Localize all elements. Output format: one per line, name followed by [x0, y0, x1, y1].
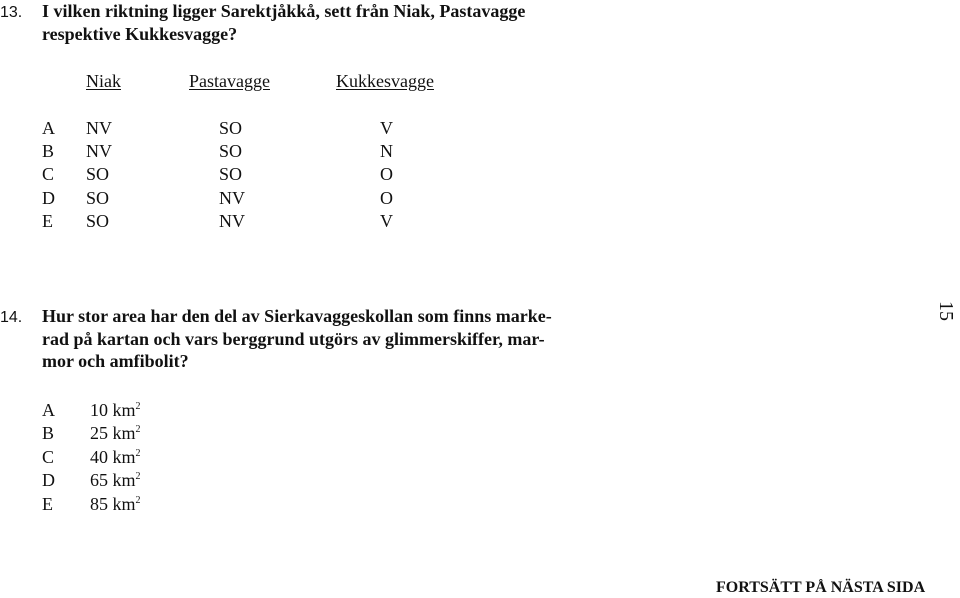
question-13-line-2: respektive Kukkesvagge?: [42, 23, 238, 44]
option-value: 85 $km^2$: [90, 494, 141, 514]
question-13-text: [42, 0, 525, 45]
option-letter: A: [42, 400, 55, 420]
row-letter: D: [42, 188, 55, 208]
table-cell: NV: [219, 211, 245, 231]
table-cell: SO: [86, 188, 110, 208]
row-letter: B: [42, 141, 55, 161]
table-cell: NV: [86, 141, 112, 161]
option-letter: D: [42, 470, 55, 490]
continue-next-page-footer: FORTSÄTT PÅ NÄSTA SIDA: [716, 579, 926, 596]
table-cell: SO: [219, 118, 243, 138]
table-cell: V: [380, 118, 393, 138]
table-cell: SO: [86, 164, 110, 184]
option-value: 25 $km^2$: [90, 423, 141, 443]
question-14-text: [42, 305, 552, 373]
question-14-line-1: Hur stor area har den del av Sierkavaggeskollan som finns marke-: [42, 306, 552, 326]
table-cell: NV: [86, 118, 112, 138]
table-cell: O: [380, 188, 393, 208]
row-letter: E: [42, 211, 53, 231]
column-header-niak: Niak: [86, 71, 121, 91]
column-header-kukkesvagge: Kukkesvagge: [336, 71, 434, 91]
option-letter: E: [42, 494, 53, 514]
table-cell: SO: [86, 211, 110, 231]
table-cell: SO: [219, 164, 243, 184]
table-cell: NV: [219, 188, 245, 208]
row-letter: C: [42, 164, 55, 184]
question-14-line-2: rad på kartan och vars berggrund utgörs av glimmerskiffer, mar-: [42, 328, 545, 349]
question-13-line-1: I vilken riktning ligger Sarektjåkkå, sett från Niak, Pastavagge: [42, 1, 526, 21]
option-value: 40 $km^2$: [90, 447, 141, 467]
table-cell: N: [380, 141, 393, 161]
option-value: 65 $km^2$: [90, 470, 141, 490]
question-13-number: 13.: [0, 4, 23, 21]
table-cell: SO: [219, 141, 243, 161]
option-letter: C: [42, 447, 55, 467]
question-14-number: 14.: [0, 309, 23, 326]
page-number: 15: [935, 301, 957, 321]
table-cell: V: [380, 211, 393, 231]
option-value: 10 $km^2$: [90, 400, 141, 420]
table-cell: O: [380, 164, 393, 184]
row-letter: A: [42, 118, 55, 138]
option-letter: B: [42, 423, 55, 443]
column-header-pastavagge: Pastavagge: [189, 71, 270, 91]
question-14-line-3: mor och amfibolit?: [42, 351, 189, 371]
